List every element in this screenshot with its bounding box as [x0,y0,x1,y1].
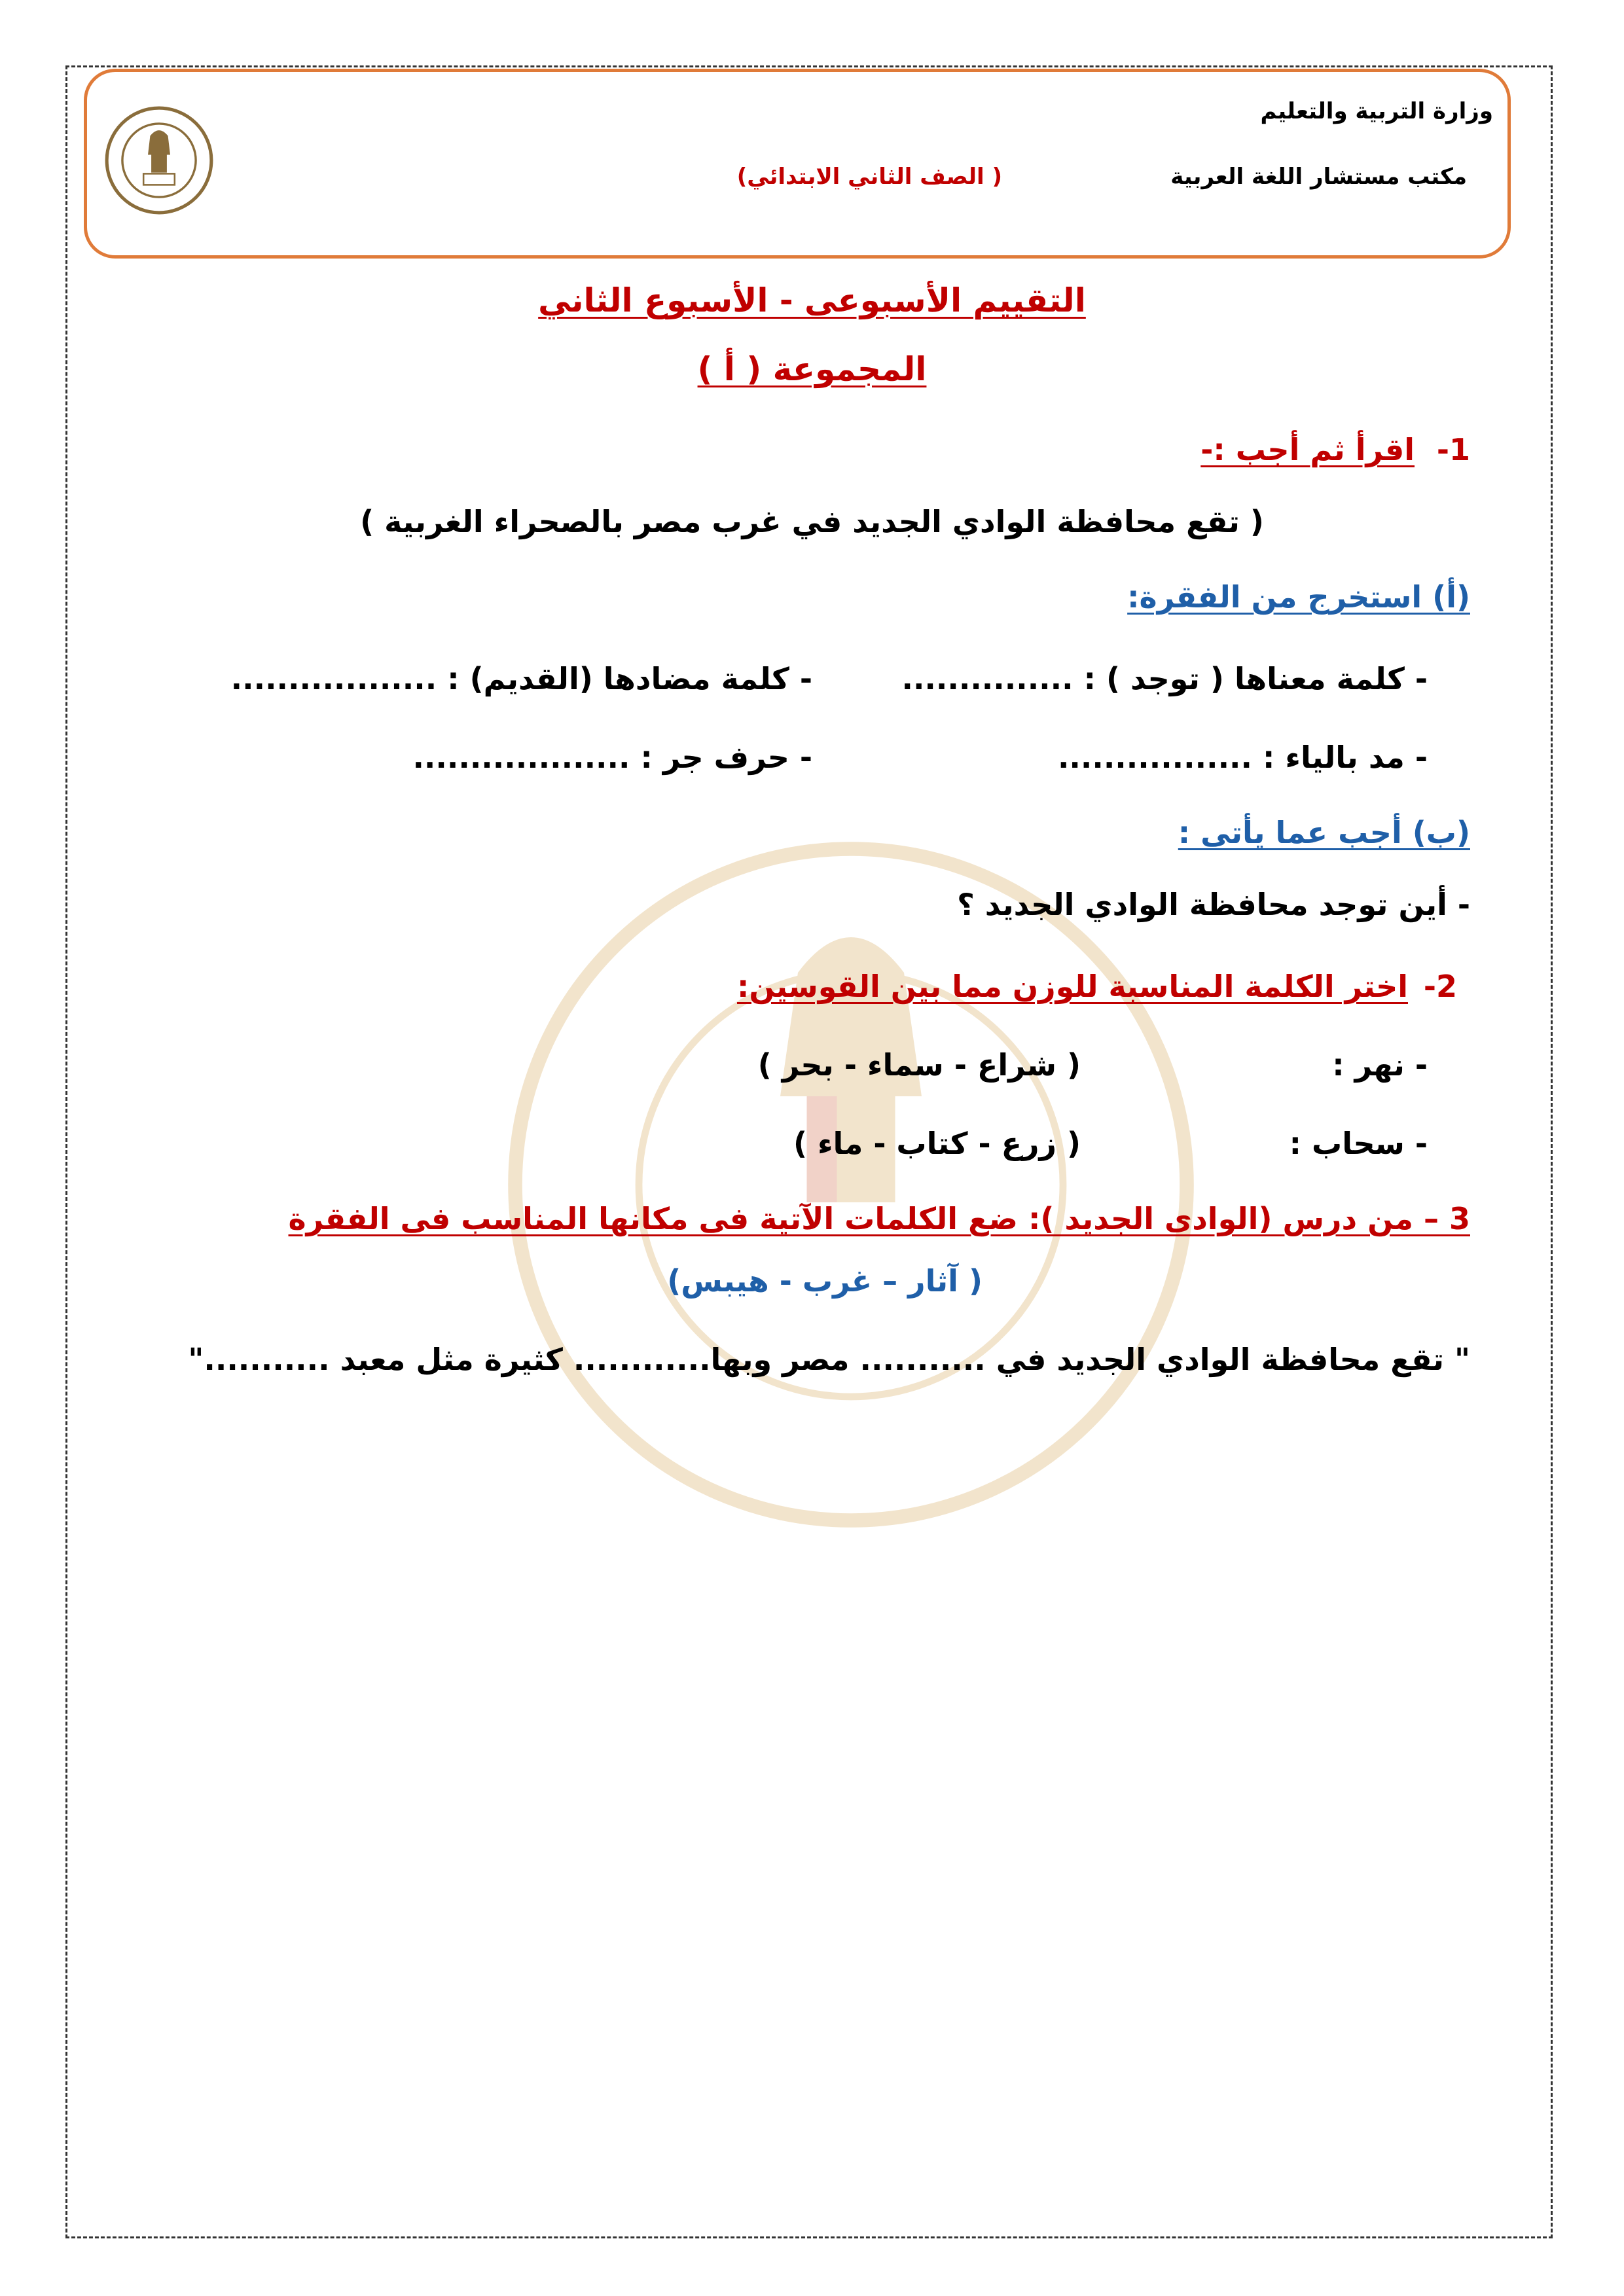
q1-passage: ( تقع محافظة الوادي الجديد في غرب مصر بالصحراء الغربية ) [360,504,1264,539]
ministry-watermark [497,831,1204,1538]
q3-sentence: " تقع محافظة الوادي الجديد في ........... مصر وبها............ كثيرة مثل معبد ..........." [188,1342,1470,1377]
q1-heading: اقرأ ثم أجب :- [1200,432,1415,467]
q1-part-b-heading: (ب) أجب عما يأتى : [1178,815,1470,850]
q2-options: ( زرع - كتاب - ماء ) [793,1126,1081,1161]
q2-word: - نهر : [1332,1047,1428,1083]
q2-options: ( شراع - سماء - بحر ) [757,1047,1081,1083]
q3-words: ( آثار – غرب - هيبس) [667,1263,983,1299]
q1-a-item: - كلمة معناها ( توجد ) : ............... [901,661,1428,696]
q1-a-item: - كلمة مضادها (القديم) : .................. [230,661,812,696]
page-title: التقييم الأسبوعى - الأسبوع الثاني [538,281,1086,319]
ministry-logo-icon [103,105,215,216]
q1-b-question: - أين توجد محافظة الوادي الجديد ؟ [957,887,1470,922]
grade-label: ( الصف الثاني الابتدائي) [736,164,1002,190]
group-title: المجموعة ( أ ) [697,350,927,388]
q1-number: 1- [1436,432,1470,467]
office-name: مكتب مستشار اللغة العربية [1170,164,1467,190]
q1-a-item: - مد بالياء : ................. [1057,740,1428,775]
ministry-name: وزارة التربية والتعليم [1260,98,1493,124]
q1-a-item: - حرف جر : ................... [412,740,812,775]
q3-heading: 3 – من درس (الوادى الجديد ): ضع الكلمات الآتية فى مكانها المناسب فى الفقرة [288,1201,1470,1236]
q2-number: 2- [1423,969,1457,1004]
q2-word: - سحاب : [1289,1126,1428,1161]
q2-heading: اختر الكلمة المناسبة للوزن مما بين القوسين: [736,969,1408,1004]
q1-part-a-heading: (أ) استخرج من الفقرة: [1127,579,1470,615]
